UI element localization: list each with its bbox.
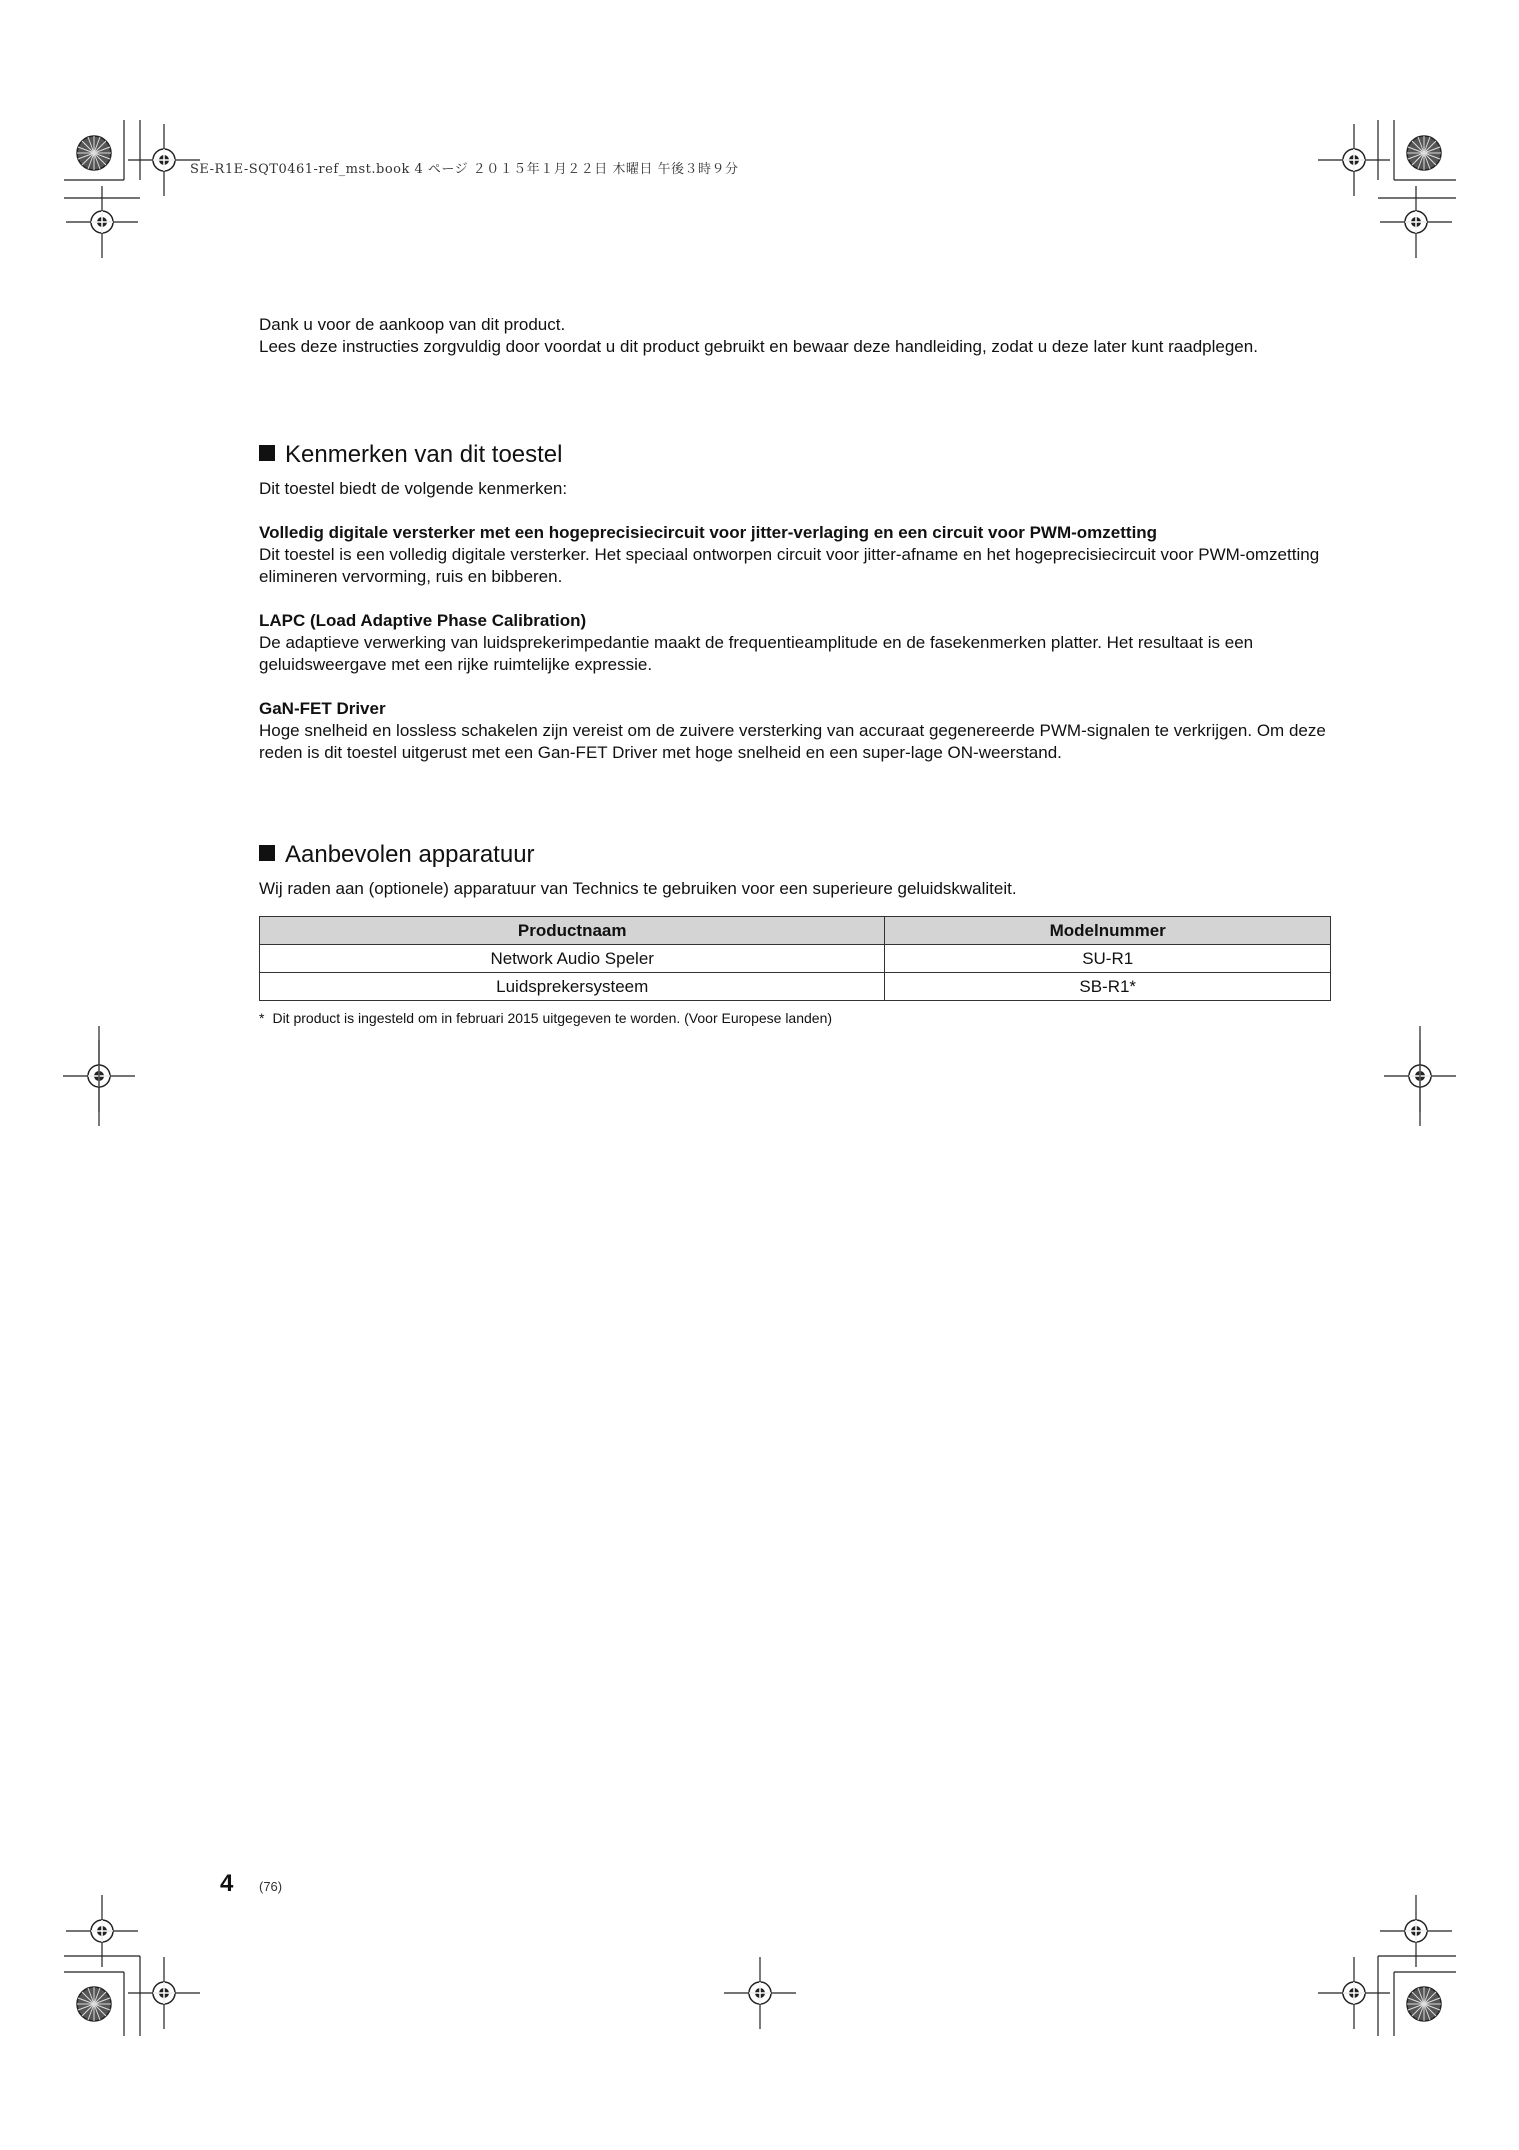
registration-crosshair-icon [66,186,138,258]
section-heading-features [259,440,1331,470]
column-header: Modelnummer [885,917,1331,945]
feature-title: Volledig digitale versterker met een hogeprecisiecircuit voor jitter-verlaging en een circuit voor PWM-omzetting [259,523,1158,542]
registration-starburst-icon [77,1987,111,2021]
footnote-text: Dit product is ingesteld om in februari 2015 uitgegeven te worden. (Voor Europese landen) [272,1010,833,1026]
registration-starburst-icon [1407,136,1441,170]
page-number: 4 [220,1870,234,1897]
intro [259,314,1331,358]
intro-line: Dank u voor de aankoop van dit product. [259,315,566,334]
table-cell: SB-R1* [885,973,1331,1001]
table-cell: Luidsprekersysteem [260,973,885,1001]
table-cell: Network Audio Speler [260,945,885,973]
square-bullet-icon [259,445,275,461]
table-header-row [260,917,1331,945]
intro-line: Lees deze instructies zorgvuldig door voordat u dit product gebruikt en bewaar deze handleiding, zodat u deze later kunt raadplegen. [259,337,1258,356]
column-header: Productnaam [260,917,885,945]
registration-crosshair-icon [1380,186,1452,258]
page-reference: (76) [259,1879,283,1894]
registration-crosshair-icon [128,1957,200,2029]
section-heading-text: Aanbevolen apparatuur [285,841,535,868]
feature-text: Dit toestel is een volledig digitale versterker. Het speciaal ontworpen circuit voor jitter-afname en het hogeprecisiecircuit voor PWM-omzetting elimineren vervorming, ruis en bibberen. [259,545,1320,586]
section-lead: Wij raden aan (optionele) apparatuur van Technics te gebruiken voor een superieure geluidskwaliteit. [259,879,1017,898]
feature-item [259,610,1331,676]
feature-text: Hoge snelheid en lossless schakelen zijn vereist om de zuivere versterking van accuraat gegenereerde PWM-signalen te verkrijgen. Om deze reden is dit toestel uitgerust met een Gan-FET Driver met hoge snelheid en een super-lage ON-weerstand. [259,721,1326,762]
square-bullet-icon [259,845,275,861]
table-cell: SU-R1 [885,945,1331,973]
print-header: SE-R1E-SQT0461-ref_mst.book 4 ページ ２０１５年１月２２日 木曜日 午後３時９分 [190,162,739,177]
section-lead: Dit toestel biedt de volgende kenmerken: [259,479,568,498]
footnote [259,1009,1331,1027]
registration-starburst-icon [1407,1987,1441,2021]
table-row [260,973,1331,1001]
registration-crosshair-icon [1318,1957,1390,2029]
feature-item [259,522,1331,588]
registration-crosshair-icon [1318,124,1390,196]
feature-title: GaN-FET Driver [259,699,386,718]
page-content [259,314,1331,1027]
feature-item [259,698,1331,764]
footnote-marker: * [259,1010,265,1026]
table-row [260,945,1331,973]
registration-starburst-icon [77,136,111,170]
equipment-table [259,916,1331,1001]
section-heading-equipment [259,840,1331,870]
feature-title: LAPC (Load Adaptive Phase Calibration) [259,611,587,630]
feature-text: De adaptieve verwerking van luidsprekerimpedantie maakt de frequentieamplitude en de fasekenmerken platter. Het resultaat is een geluidsweergave met een rijke ruimtelijke expressie. [259,633,1254,674]
registration-crosshair-icon [724,1957,796,2029]
section-heading-text: Kenmerken van dit toestel [285,441,563,468]
